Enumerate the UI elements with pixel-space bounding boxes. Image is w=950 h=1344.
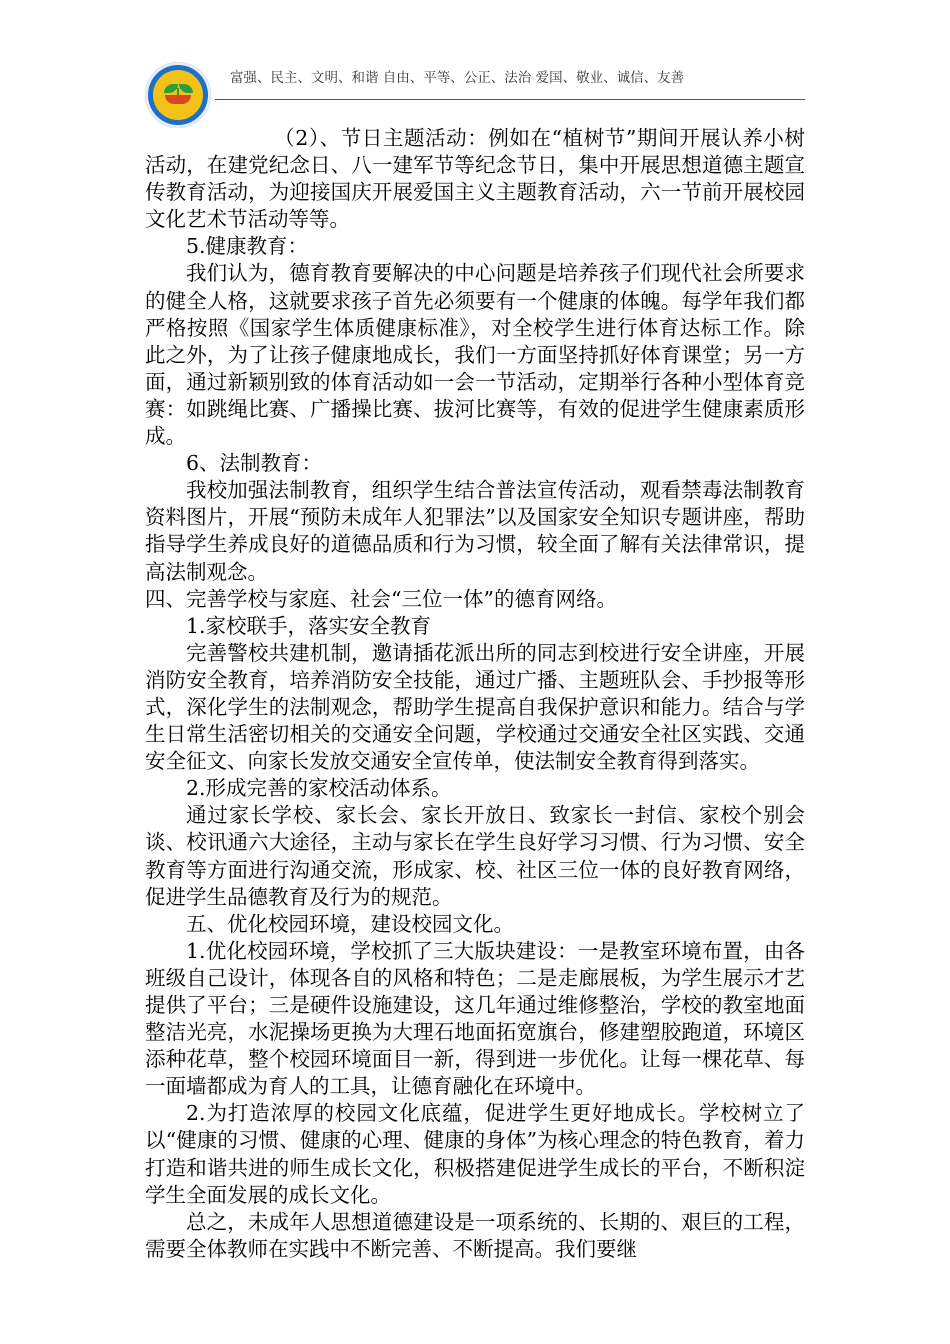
paragraph-campus-culture: 2.为打造浓厚的校园文化底蕴，促进学生更好地成长。学校树立了以“健康的习惯、健康的心理、健康的身体”为核心理念的特色教育，着力打造和谐共进的师生成长文化，积极搭建促进学生成长的平台，不断积淀学生全面发展的成长文化。	[145, 1101, 805, 1207]
paragraph-legal-education: 我校加强法制教育，组织学生结合普法宣传活动，观看禁毒法制教育资料图片，开展“预防未成年人犯罪法”以及国家安全知识专题讲座，帮助指导学生养成良好的道德品质和行为习惯，较全面了解有关法律常识，提高法制观念。	[145, 478, 805, 584]
section-heading-four: 四、完善学校与家庭、社会“三位一体”的德育网络。	[145, 586, 617, 611]
paragraph-home-school-system: 通过家长学校、家长会、家长开放日、致家长一封信、家校个别会谈、校讯通六大途径，主动与家长在学生良好学习习惯、行为习惯、安全教育等方面进行沟通交流，形成家、校、社区三位一体的良好教育网络，促进学生品德教育及行为的规范。	[145, 803, 805, 909]
school-logo-icon	[145, 62, 211, 128]
document-body	[145, 125, 805, 1263]
heading-health-education: 5.健康教育：	[186, 234, 309, 259]
heading-home-school-system: 2.形成完善的家校活动体系。	[186, 776, 452, 801]
header-divider	[215, 99, 805, 100]
heading-legal-education: 6、法制教育：	[186, 451, 323, 476]
paragraph-campus-environment: 1.优化校园环境，学校抓了三大版块建设：一是教室环境布置，由各班级自己设计，体现各自的风格和特色；二是走廊展板，为学生展示才艺提供了平台；三是硬件设施建设，这几年通过维修整治，学校的教室地面整洁光亮，水泥操场更换为大理石地面拓宽旗台，修建塑胶跑道，环境区添种花草，整个校园环境面目一新，得到进一步优化。让每一棵花草、每一面墙都成为育人的工具，让德育融化在环境中。	[145, 938, 805, 1099]
paragraph-home-school-safety: 完善警校共建机制，邀请插花派出所的同志到校进行安全讲座，开展消防安全教育，培养消防安全技能，通过广播、主题班队会、手抄报等形式，深化学生的法制观念，帮助学生提高自我保护意识和能力。结合与学生日常生活密切相关的交通安全问题，学校通过交通安全社区实践、交通安全征文、向家长发放交通安全宣传单，使法制安全教育得到落实。	[145, 640, 805, 774]
paragraph-health-education: 我们认为，德育教育要解决的中心问题是培养孩子们现代社会所要求的健全人格，这就要求孩子首先必须要有一个健康的体魄。每学年我们都严格按照《国家学生体质健康标准》，对全校学生进行体育达标工作。除此之外，为了让孩子健康地成长，我们一方面坚持抓好体育课堂；另一方面，通过新颖别致的体育活动如一会一节活动，定期举行各种小型体育竞赛：如跳绳比赛、广播操比赛、拔河比赛等，有效的促进学生健康素质形成。	[145, 261, 805, 449]
page-header	[145, 60, 810, 130]
heading-home-school-safety: 1.家校联手，落实安全教育	[186, 613, 432, 638]
paragraph-conclusion: 总之，未成年人思想道德建设是一项系统的、长期的、艰巨的工程，需要全体教师在实践中不断完善、不断提高。我们要继	[145, 1209, 805, 1261]
header-motto: 富强、民主、文明、和谐 自由、平等、公正、法治 爱国、敬业、诚信、友善	[230, 70, 685, 86]
section-heading-five: 五、优化校园环境，建设校园文化。	[186, 911, 514, 936]
paragraph-festival-activities: （2）、节日主题活动：例如在“植树节”期间开展认养小树活动，在建党纪念日、八一建军节等纪念节日，集中开展思想道德主题宣传教育活动，为迎接国庆开展爱国主义主题教育活动，六一节前开展校园文化艺术节活动等等。	[145, 126, 805, 232]
